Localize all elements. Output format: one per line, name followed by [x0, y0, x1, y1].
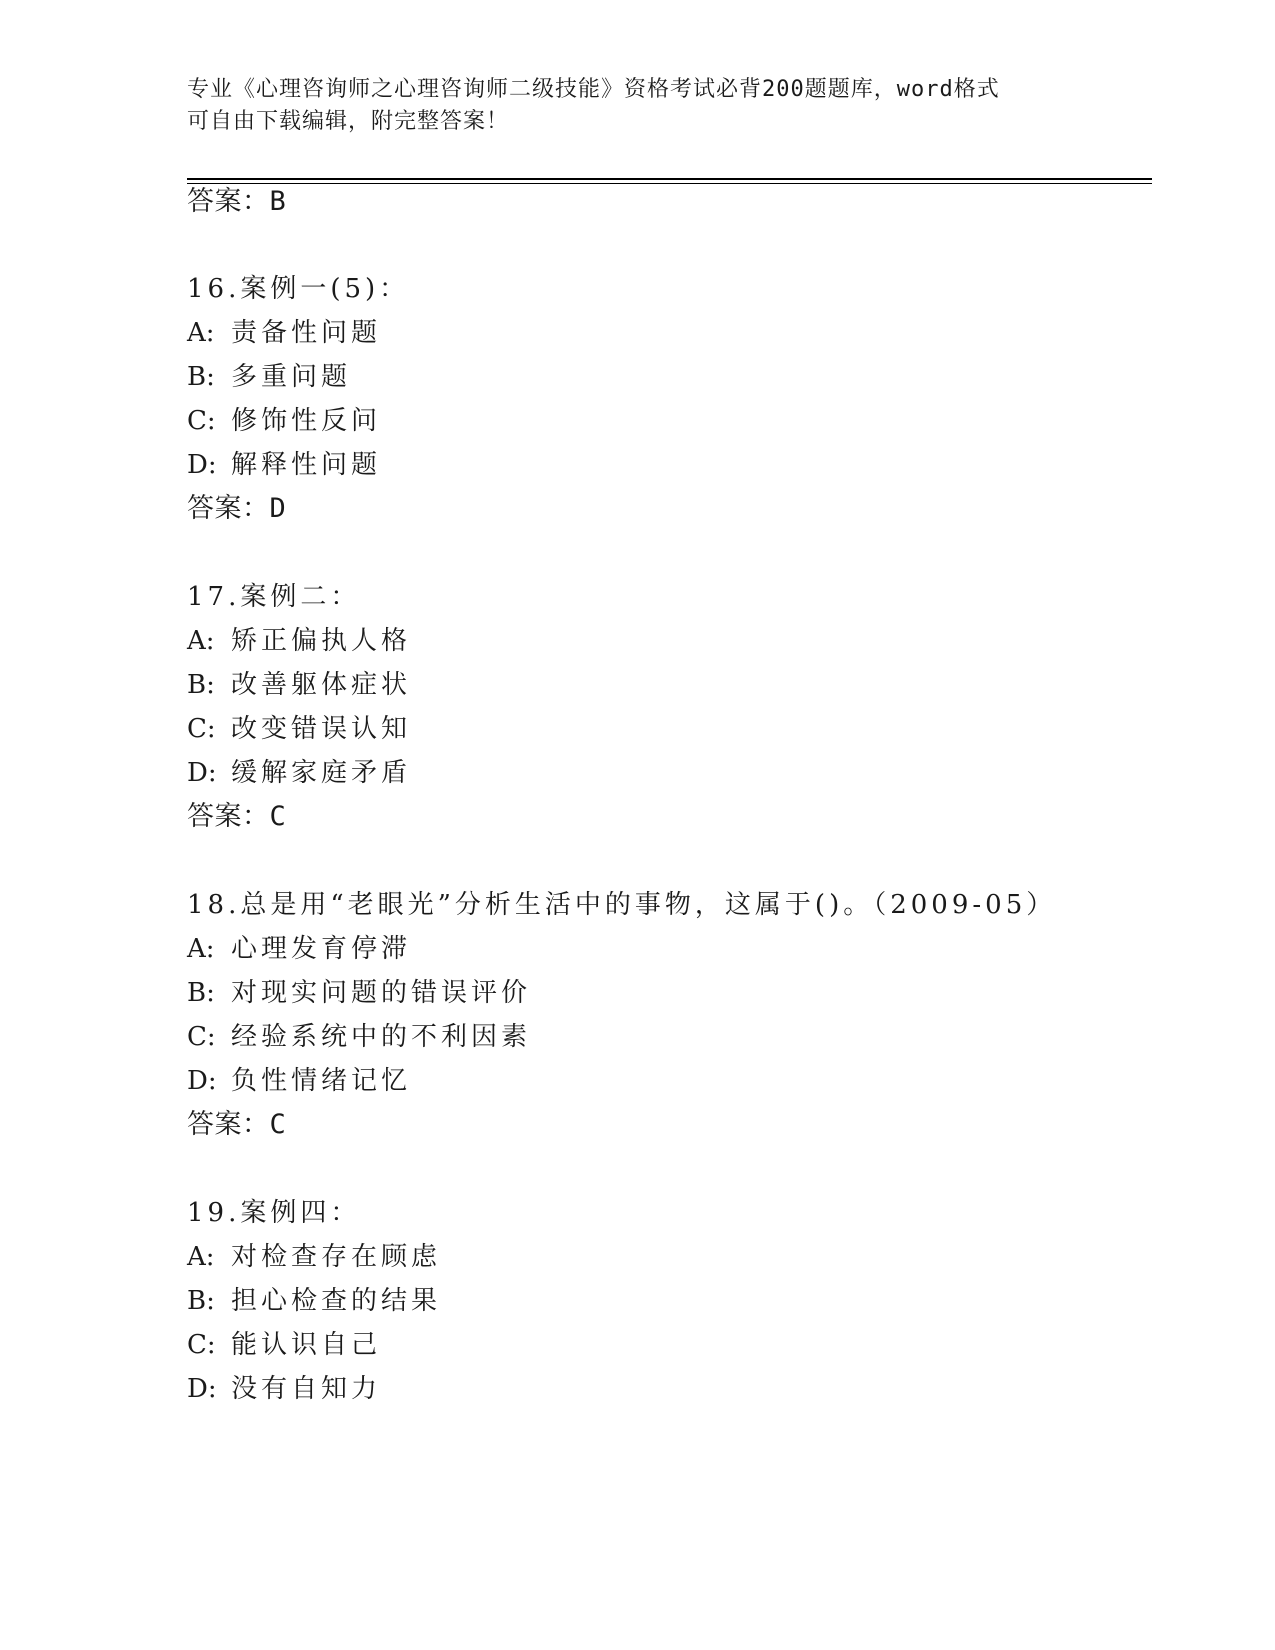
question-16-answer: 答案：D: [187, 493, 287, 524]
option-letter: C:: [187, 406, 216, 436]
option-text: 对现实问题的错误评价: [231, 978, 532, 1008]
question-17-option-b: [187, 668, 411, 702]
question-19-stem: 19.案例四：: [187, 1198, 361, 1228]
question-17-option-c: [187, 712, 411, 746]
header-divider-thick: [187, 178, 1152, 180]
option-text: 缓解家庭矛盾: [231, 758, 412, 788]
option-letter: C:: [187, 1022, 216, 1052]
header-divider-thin: [187, 183, 1152, 184]
question-16-option-b: [187, 360, 351, 394]
question-18-option-c: [187, 1020, 531, 1054]
header-line-1: 专业《心理咨询师之心理咨询师二级技能》资格考试必背200题题库，word格式: [187, 77, 1000, 102]
option-letter: C:: [187, 1330, 216, 1360]
option-letter: A:: [187, 934, 215, 964]
option-text: 经验系统中的不利因素: [231, 1022, 532, 1052]
question-19-option-a: [187, 1240, 441, 1274]
question-18-option-b: [187, 976, 531, 1010]
question-16-stem: 16.案例一(5)：: [187, 274, 410, 304]
option-text: 多重问题: [231, 362, 352, 392]
previous-answer: 答案：B: [187, 186, 287, 217]
question-16-option-d: [187, 448, 381, 482]
option-text: 能认识自己: [231, 1330, 382, 1360]
question-17-option-d: [187, 756, 411, 790]
question-16-option-a: [187, 316, 381, 350]
option-text: 责备性问题: [231, 318, 382, 348]
option-letter: D:: [187, 758, 217, 788]
question-17-answer: 答案：C: [187, 801, 287, 832]
option-text: 改变错误认知: [231, 714, 412, 744]
question-18-option-d: [187, 1064, 411, 1098]
question-19-option-b: [187, 1284, 441, 1318]
document-header: [187, 74, 1087, 138]
question-18-answer: 答案：C: [187, 1109, 287, 1140]
option-letter: B:: [187, 978, 215, 1008]
question-17-option-a: [187, 624, 411, 658]
option-text: 对检查存在顾虑: [231, 1242, 442, 1272]
question-19-option-c: [187, 1328, 381, 1362]
option-text: 解释性问题: [231, 450, 382, 480]
option-text: 修饰性反问: [231, 406, 382, 436]
option-letter: A:: [187, 1242, 215, 1272]
option-letter: B:: [187, 362, 215, 392]
option-text: 没有自知力: [231, 1374, 382, 1404]
option-letter: C:: [187, 714, 216, 744]
option-letter: D:: [187, 1374, 217, 1404]
option-letter: D:: [187, 1066, 217, 1096]
question-17-stem: 17.案例二：: [187, 582, 361, 612]
option-text: 担心检查的结果: [231, 1286, 442, 1316]
option-letter: A:: [187, 318, 215, 348]
question-19-option-d: [187, 1372, 381, 1406]
header-line-2: 可自由下载编辑，附完整答案！: [187, 109, 510, 134]
option-letter: B:: [187, 670, 215, 700]
option-text: 负性情绪记忆: [231, 1066, 412, 1096]
question-18-stem: 18.总是用“老眼光”分析生活中的事物，这属于()。（2009-05）: [187, 890, 1057, 920]
option-letter: D:: [187, 450, 217, 480]
option-text: 矫正偏执人格: [231, 626, 412, 656]
question-16-option-c: [187, 404, 381, 438]
question-18-option-a: [187, 932, 411, 966]
option-text: 心理发育停滞: [231, 934, 412, 964]
option-text: 改善躯体症状: [231, 670, 412, 700]
option-letter: B:: [187, 1286, 215, 1316]
option-letter: A:: [187, 626, 215, 656]
